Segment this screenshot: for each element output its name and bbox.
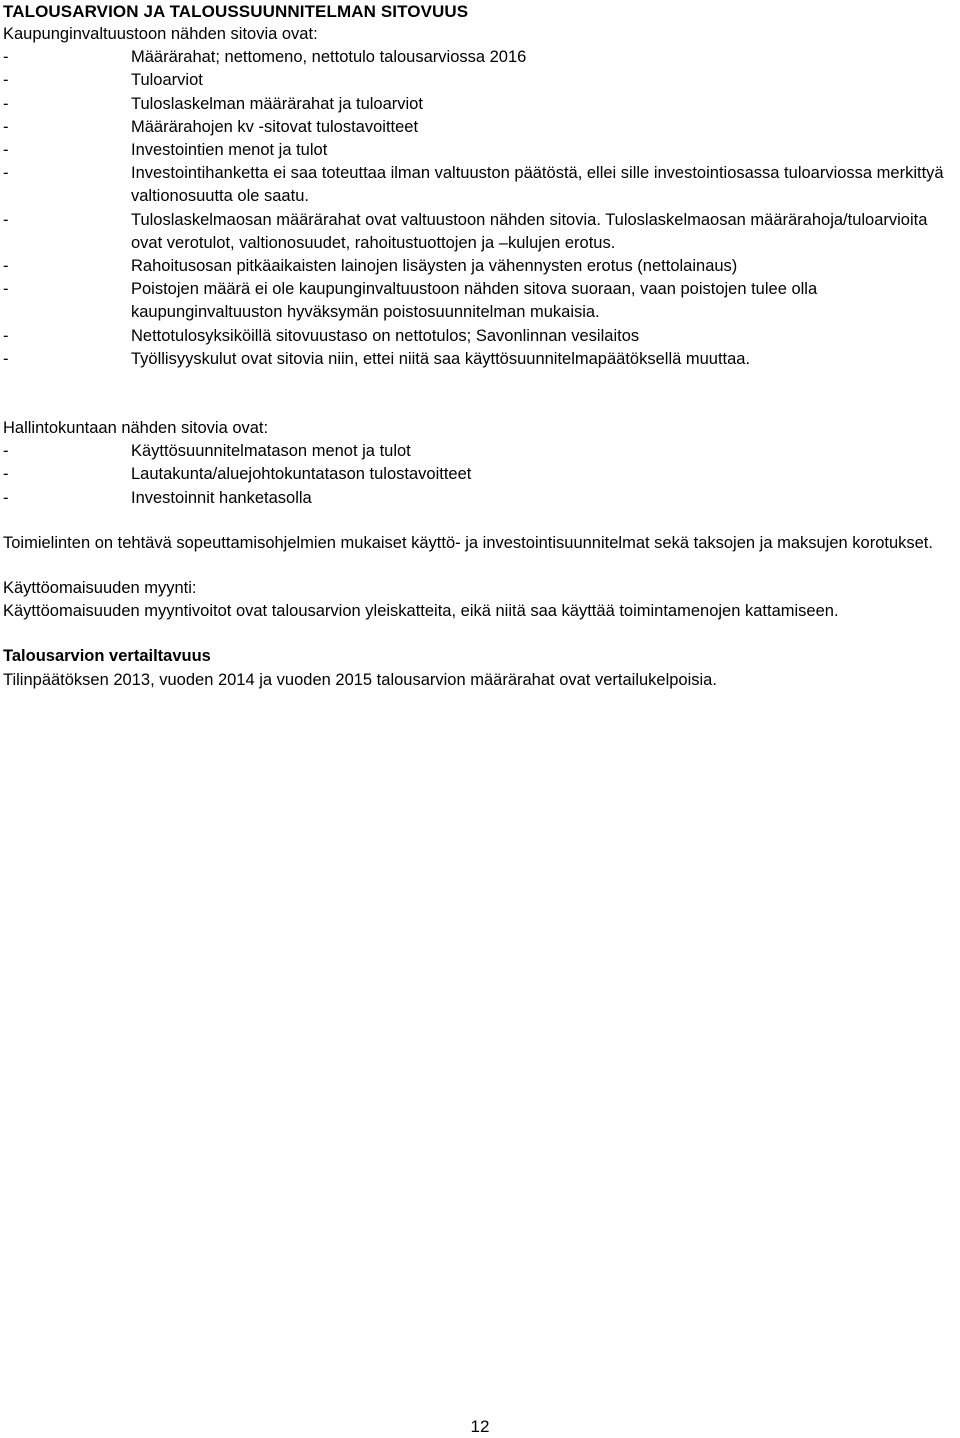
- dash-marker: -: [3, 349, 9, 368]
- dash-marker: -: [3, 280, 9, 299]
- list-item-text: Määrärahat; nettomeno, nettotulo talousarviossa 2016: [131, 48, 527, 67]
- council-intro: Kaupunginvaltuustoon nähden sitovia ovat:: [3, 25, 318, 43]
- dash-marker: -: [3, 164, 9, 183]
- managers-paragraph: Toimielinten on tehtävä sopeuttamisohjelmien mukaiset käyttö- ja investointisuunnitelmat sekä taksojen ja maksujen korotukset.: [3, 533, 933, 552]
- list-item: [3, 278, 958, 324]
- list-item: [3, 162, 958, 208]
- comparability-section: [3, 645, 958, 691]
- board-intro: Hallintokuntaan nähden sitovia ovat:: [3, 419, 269, 438]
- council-binding-list: [3, 46, 958, 371]
- list-item: [3, 209, 958, 255]
- list-item: [3, 69, 958, 92]
- page-number: 12: [470, 1417, 490, 1436]
- dash-marker: -: [3, 488, 9, 507]
- list-item: [3, 348, 958, 371]
- list-item-text: Investointien menot ja tulot: [131, 141, 328, 160]
- list-item-text: Rahoitusosan pitkäaikaisten lainojen lisäysten ja vähennysten erotus (nettolainaus): [131, 257, 738, 276]
- list-item: [3, 440, 958, 463]
- asset-sale-heading: Käyttöomaisuuden myynti:: [3, 579, 197, 598]
- list-item-text: Poistojen määrä ei ole kaupunginvaltuustoon nähden sitova suoraan, vaan poistojen tulee olla kaupunginvaltuuston hyväksymän poistosuunnitelman mukaisia.: [131, 280, 818, 322]
- dash-marker: -: [3, 141, 9, 160]
- list-item-text: Tuloslaskelman määrärahat ja tuloarviot: [131, 94, 423, 113]
- list-item-text: Työllisyyskulut ovat sitovia niin, ettei niitä saa käyttösuunnitelmapäätöksellä muuttaa.: [131, 349, 751, 368]
- list-item: [3, 93, 958, 116]
- list-item: [3, 325, 958, 348]
- asset-sale-section: [3, 577, 958, 623]
- list-item-text: Lautakunta/aluejohtokuntatason tulostavoitteet: [131, 465, 472, 484]
- document-page: [3, 0, 958, 692]
- document-title: TALOUSARVION JA TALOUSSUUNNITELMAN SITOVUUS: [3, 2, 469, 21]
- list-item: [3, 46, 958, 69]
- list-item-text: Määrärahojen kv -sitovat tulostavoitteet: [131, 117, 419, 136]
- comparability-text: Tilinpäätöksen 2013, vuoden 2014 ja vuoden 2015 talousarvion määrärahat ovat vertailukelpoisia.: [3, 670, 717, 689]
- dash-marker: -: [3, 210, 9, 229]
- list-item: [3, 463, 958, 486]
- comparability-heading: Talousarvion vertailtavuus: [3, 647, 211, 666]
- board-binding-list: [3, 440, 958, 510]
- list-item-text: Nettotulosyksiköillä sitovuustaso on nettotulos; Savonlinnan vesilaitos: [131, 326, 640, 345]
- dash-marker: -: [3, 71, 9, 90]
- list-item-text: Investoinnit hanketasolla: [131, 488, 312, 507]
- list-item: [3, 116, 958, 139]
- list-item: [3, 255, 958, 278]
- dash-marker: -: [3, 117, 9, 136]
- dash-marker: -: [3, 94, 9, 113]
- list-item-text: Tuloarviot: [131, 71, 203, 90]
- list-item-text: Tuloslaskelmaosan määrärahat ovat valtuustoon nähden sitovia. Tuloslaskelmaosan määrärahoja/tuloarvioita ovat verotulot, valtionosuudet, rahoitustuottojen ja –kulujen erotus.: [131, 210, 928, 252]
- list-item: [3, 487, 958, 510]
- dash-marker: -: [3, 257, 9, 276]
- board-section: [3, 417, 958, 510]
- list-item-text: Investointihanketta ei saa toteuttaa ilman valtuuston päätöstä, ellei sille investointiosassa tuloarviossa merkittyä valtionosuutta ole saatu.: [131, 164, 944, 206]
- list-item: [3, 139, 958, 162]
- dash-marker: -: [3, 48, 9, 67]
- dash-marker: -: [3, 465, 9, 484]
- dash-marker: -: [3, 326, 9, 345]
- list-item-text: Käyttösuunnitelmatason menot ja tulot: [131, 442, 411, 461]
- asset-sale-text: Käyttöomaisuuden myyntivoitot ovat talousarvion yleiskatteita, eikä niitä saa käyttää toimintamenojen kattamiseen.: [3, 602, 839, 621]
- dash-marker: -: [3, 442, 9, 461]
